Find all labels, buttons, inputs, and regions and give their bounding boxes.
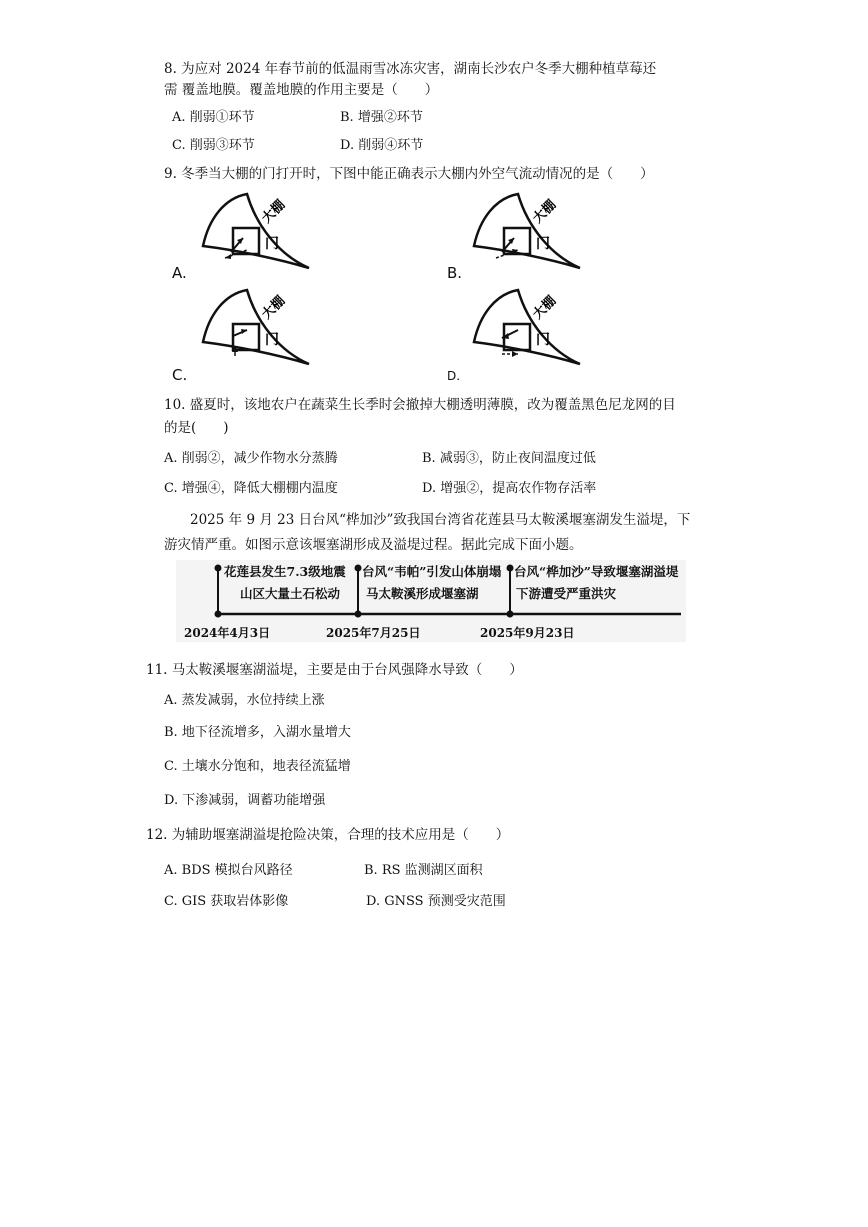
q12-option-b: B. RS 监测湖区面积 bbox=[364, 863, 483, 878]
q10-option-b: B. 减弱③，防止夜间温度过低 bbox=[422, 451, 596, 466]
event2-date: 2025年7月25日 bbox=[326, 626, 421, 640]
greenhouse-sketch-c bbox=[195, 284, 315, 366]
event1-bottom: 山区大量土石松动 bbox=[240, 586, 341, 601]
q10-option-d: D. 增强②，提高农作物存活率 bbox=[422, 481, 597, 496]
shed-label-d: 大棚 bbox=[530, 293, 560, 323]
q10-stem-line2: 的是( ) bbox=[164, 420, 229, 436]
door-label-b: 门 bbox=[536, 236, 550, 252]
q8-option-b: B. 增强②环节 bbox=[340, 110, 423, 125]
q8-stem-line2: 需 覆盖地膜。覆盖地膜的作用主要是（ ） bbox=[164, 82, 439, 98]
q11-stem: 11. 马太鞍溪堰塞湖溢堤，主要是由于台风强降水导致（ ） bbox=[146, 662, 523, 678]
shed-label-c: 大棚 bbox=[259, 293, 289, 323]
option-label-b: B. bbox=[447, 264, 463, 282]
shed-label-b: 大棚 bbox=[530, 197, 560, 227]
q12-option-a: A. BDS 模拟台风路径 bbox=[164, 863, 293, 878]
door-label-d: 门 bbox=[536, 332, 550, 348]
material-line1: 2025 年 9 月 23 日台风“桦加沙”致我国台湾省花莲县马太鞍溪堰塞湖发生溢堤，下 bbox=[190, 512, 691, 528]
event3-date: 2025年9月23日 bbox=[480, 626, 575, 640]
greenhouse-sketch-b bbox=[466, 188, 586, 270]
q8-option-a: A. 削弱①环节 bbox=[172, 110, 255, 125]
q11-option-c: C. 土壤水分饱和，地表径流猛增 bbox=[164, 759, 351, 774]
q8-option-d: D. 削弱④环节 bbox=[340, 138, 424, 153]
event3-top: 台风“桦加沙”导致堰塞湖溢堤 bbox=[514, 564, 679, 579]
shed-label-a: 大棚 bbox=[259, 197, 289, 227]
q8-option-c: C. 削弱③环节 bbox=[172, 138, 255, 153]
q10-option-a: A. 削弱②，减少作物水分蒸腾 bbox=[164, 451, 338, 466]
event1-date: 2024年4月3日 bbox=[184, 626, 271, 640]
q10-stem-line1: 10. 盛夏时，该地农户在蔬菜生长季时会撤掉大棚透明薄膜，改为覆盖黑色尼龙网的目 bbox=[164, 397, 676, 413]
option-label-d: D. bbox=[447, 369, 461, 383]
q12-option-d: D. GNSS 预测受灾范围 bbox=[366, 894, 506, 909]
q9-stem: 9. 冬季当大棚的门打开时，下图中能正确表示大棚内外空气流动情况的是（ ） bbox=[164, 166, 654, 182]
timeline-figure bbox=[176, 560, 686, 642]
event3-bottom: 下游遭受严重洪灾 bbox=[516, 586, 617, 601]
event2-top: 台风“韦帕”引发山体崩塌 bbox=[362, 564, 502, 579]
material-line2: 游灾情严重。如图示意该堰塞湖形成及溢堤过程。据此完成下面小题。 bbox=[164, 537, 583, 553]
greenhouse-sketch-d bbox=[466, 284, 586, 366]
option-label-a: A. bbox=[172, 264, 187, 282]
door-label-c: 门 bbox=[265, 332, 279, 348]
q10-option-c: C. 增强④，降低大棚棚内温度 bbox=[164, 481, 338, 496]
q11-option-d: D. 下渗减弱，调蓄功能增强 bbox=[164, 793, 326, 808]
event2-bottom: 马太鞍溪形成堰塞湖 bbox=[366, 586, 479, 601]
q12-stem: 12. 为辅助堰塞湖溢堤抢险决策，合理的技术应用是（ ） bbox=[146, 827, 510, 843]
door-label-a: 门 bbox=[265, 236, 279, 252]
q8-stem-line1: 8. 为应对 2024 年春节前的低温雨雪冰冻灾害，湖南长沙农户冬季大棚种植草莓还 bbox=[164, 61, 657, 77]
q11-option-a: A. 蒸发减弱，水位持续上涨 bbox=[164, 693, 325, 708]
option-label-c: C. bbox=[172, 366, 188, 384]
greenhouse-sketch-a bbox=[195, 188, 315, 270]
event1-top: 花莲县发生7.3级地震 bbox=[224, 564, 346, 579]
q12-option-c: C. GIS 获取岩体影像 bbox=[164, 894, 289, 909]
q11-option-b: B. 地下径流增多，入湖水量增大 bbox=[164, 725, 351, 740]
